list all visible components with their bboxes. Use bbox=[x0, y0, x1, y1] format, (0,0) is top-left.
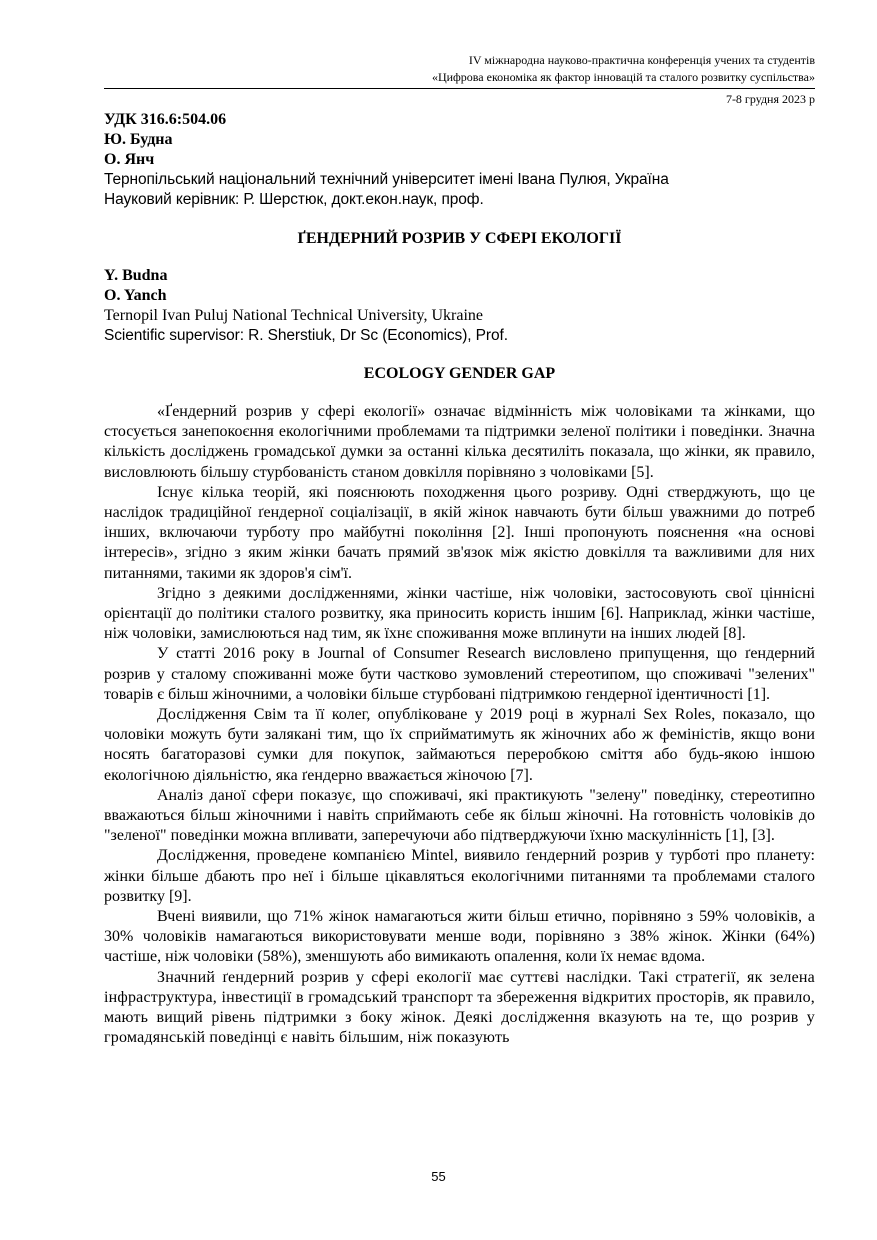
author-ua-1: Ю. Будна bbox=[104, 131, 173, 148]
affiliation-ua: Тернопільський національний технічний університет імені Івана Пулюя, Україна bbox=[104, 171, 669, 188]
conference-subtitle: «Цифрова економіка як фактор інновацій та сталого розвитку суспільства» bbox=[431, 70, 815, 84]
author-en-2: O. Yanch bbox=[104, 287, 167, 304]
conference-title: IV міжнародна науково-практична конференція учених та студентів bbox=[468, 53, 815, 67]
paragraph: Дослідження Свім та її колег, опубліковане у 2019 році в журналі Sex Roles, показало, що чоловіки можуть бути залякані тим, що їх сприйматимуть як жіночних або ж феміністів, якщо вони носять багаторазові сумки для покупок, займаються переробкою сміття або будь-якою іншою екологічною діяльністю, яка ґендерно вважається жіночою [7]. bbox=[104, 706, 815, 784]
paragraph: Дослідження, проведене компанією Mintel, виявило ґендерний розрив у турботі про планету: жінки більше дбають про неї і більше цікавляться екологічними питаннями та проблемами сталого розвитку [9]. bbox=[104, 847, 815, 905]
udc-code: УДК 316.6:504.06 bbox=[104, 111, 227, 128]
paragraph: Вчені виявили, що 71% жінок намагаються жити більш етично, порівняно з 59% чоловіків, а 30% чоловіків намагаються використовувати менше води, порівняно з 38% жінок. Жінки (64%) частіше, ніж чоловіки (58%), зменшують або вимикають опалення, коли їх немає вдома. bbox=[104, 908, 815, 966]
affiliation-en: Ternopil Ivan Puluj National Technical University, Ukraine bbox=[104, 307, 483, 324]
paragraph: Існує кілька теорій, які пояснюють походження цього розриву. Одні стверджують, що це наслідок традиційної ґендерної соціалізації, в якій жінок навчають бути більш уважними до потреб інших, включаючи турботу про майбутні покоління [2]. Інші пропонують пояснення «на основі інтересів», згідно з яким жінки бачать прямий зв'язок між якістю довкілля та важливими для них питаннями, такими як здоров'я сім'ї. bbox=[104, 483, 815, 582]
paragraph: Аналіз даної сфери показує, що споживачі, які практикують "зелену" поведінку, стереотипно вважаються більш жіночними і навіть сприймають себе як більш жіночні. На готовність чоловіків до "зеленої" поведінки можна впливати, заперечуючи або підтверджуючи їхню маскулінність [1], [3]. bbox=[104, 786, 815, 845]
title-ua: ҐЕНДЕРНИЙ РОЗРИВ У СФЕРІ ЕКОЛОГІЇ bbox=[297, 230, 622, 247]
author-ua-2: О. Янч bbox=[104, 151, 155, 168]
paragraph: Значний ґендерний розрив у сфері екології має суттєві наслідки. Такі стратегії, як зелена інфраструктура, інвестиції в громадський транспорт та збереження відкритих просторів, як правило, мають вищий рівень підтримки з боку жінок. Деякі дослідження вказують на те, що розрив у громадянській поведінці є навіть більшим, ніж показують bbox=[104, 968, 815, 1047]
paragraph: Згідно з деякими дослідженнями, жінки частіше, ніж чоловіки, застосовують свої ціннісні орієнтації до політики сталого розвитку, яка приносить користь іншим [6]. Наприклад, жінки частіше, ніж чоловіки, замислюються над тим, як їхнє споживання може вплинути на інших людей [8]. bbox=[104, 584, 815, 643]
supervisor-en: Scientific supervisor: R. Sherstiuk, Dr Sc (Economics), Prof. bbox=[104, 327, 508, 344]
conference-date: 7-8 грудня 2023 р bbox=[725, 92, 815, 106]
article-body bbox=[104, 402, 815, 1049]
paragraph: «Ґендерний розрив у сфері екології» означає відмінність між чоловіками та жінками, що стосується занепокоєння екологічними проблемами та підтримки зеленої політики і поведінки. Значна кількість досліджень громадської думки за останні кілька десятиліть показала, що жінки, як правило, висловлюють більшу стурбованість станом довкілля порівняно з чоловіками [5]. bbox=[104, 403, 815, 481]
author-en-1: Y. Budna bbox=[104, 267, 168, 284]
supervisor-ua: Науковий керівник: Р. Шерстюк, докт.екон.наук, проф. bbox=[104, 191, 484, 208]
header-rule bbox=[104, 88, 815, 89]
title-en: ECOLOGY GENDER GAP bbox=[363, 365, 556, 382]
paragraph: У статті 2016 року в Journal of Consumer Research висловлено припущення, що ґендерний розрив у сталому споживанні може бути частково зумовлений стереотипом, що споживачі "зелених" товарів є більш жіночними, а чоловіки більше стурбовані підтримкою гендерної ідентичності [1]. bbox=[104, 645, 815, 703]
page-number: 55 bbox=[431, 1169, 446, 1184]
